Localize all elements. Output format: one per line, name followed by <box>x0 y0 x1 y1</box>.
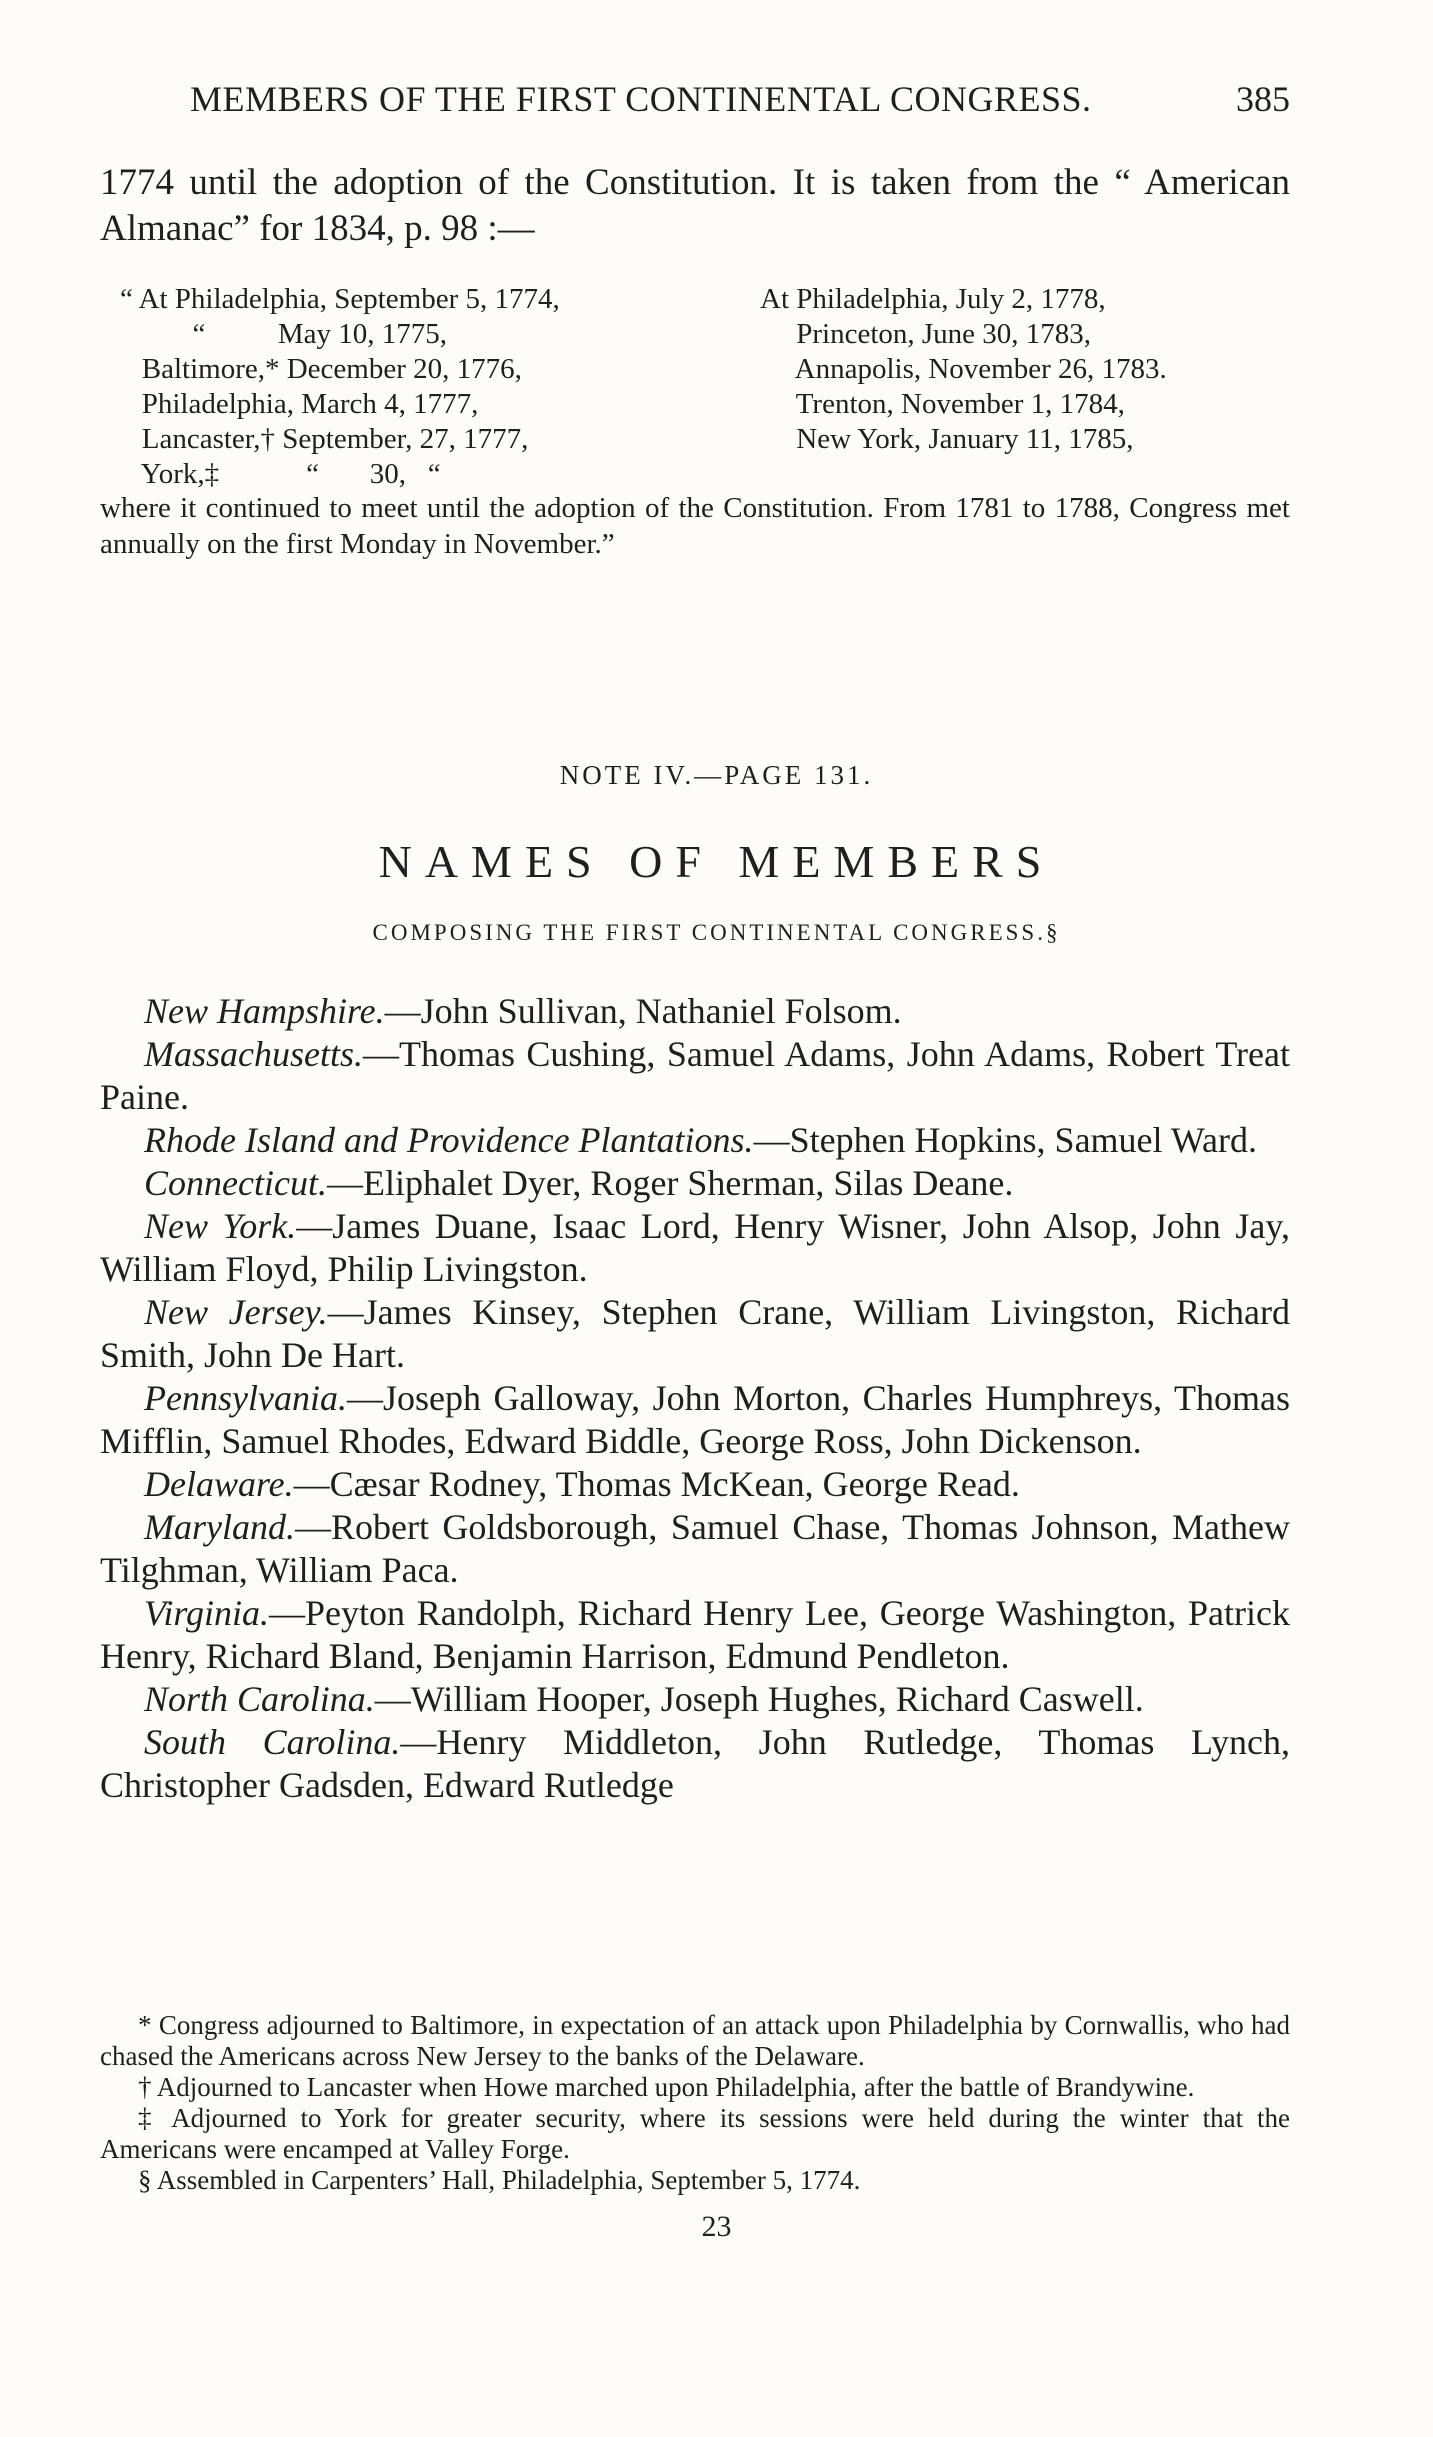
state-name: New Jersey. <box>144 1292 328 1332</box>
meeting-place-line: Princeton, June 30, 1783, <box>760 318 1092 350</box>
footnote: ‡ Adjourned to York for greater security, where its sessions were held during the winter that the Americans were encamped at Valley Forge. <box>100 2103 1290 2164</box>
delegate-names: —Stephen Hopkins, Samuel Ward. <box>753 1120 1257 1160</box>
state-name: Rhode Island and Providence Plantations. <box>144 1120 754 1160</box>
state-name: North Carolina. <box>144 1679 375 1719</box>
delegation-entry <box>100 1205 1290 1291</box>
delegation-entry <box>100 1506 1290 1592</box>
state-name: Massachusetts. <box>144 1034 363 1074</box>
delegation-list <box>100 990 1290 1807</box>
delegation-entry <box>100 1592 1290 1678</box>
footnote: † Adjourned to Lancaster when Howe marched upon Philadelphia, after the battle of Brandywine. <box>138 2072 1195 2102</box>
delegate-names: —John Sullivan, Nathaniel Folsom. <box>384 991 902 1031</box>
delegate-names: —James Duane, Isaac Lord, Henry Wisner, John Alsop, John Jay, William Floyd, Philip Livingston. <box>100 1206 1290 1289</box>
meeting-place-line: New York, January 11, 1785, <box>760 423 1134 455</box>
footnotes <box>100 2010 1290 2196</box>
running-head <box>190 78 1290 124</box>
page-number: 385 <box>1236 79 1290 119</box>
delegate-names: —Robert Goldsborough, Samuel Chase, Thomas Johnson, Mathew Tilghman, William Paca. <box>100 1507 1290 1590</box>
intro-paragraph: 1774 until the adoption of the Constitution. It is taken from the “ American Almanac” for 1834, p. 98 :— <box>100 162 1290 249</box>
state-name: Pennsylvania. <box>144 1378 347 1418</box>
meeting-place-line: “ At Philadelphia, September 5, 1774, <box>120 283 560 315</box>
meeting-place-line: Philadelphia, March 4, 1777, <box>120 388 479 420</box>
footnote: § Assembled in Carpenters’ Hall, Philadelphia, September 5, 1774. <box>138 2165 861 2195</box>
meeting-place-line: Trenton, November 1, 1784, <box>760 388 1125 420</box>
delegate-names: —James Kinsey, Stephen Crane, William Livingston, Richard Smith, John De Hart. <box>100 1292 1291 1375</box>
delegate-names: —Eliphalet Dyer, Roger Sherman, Silas Deane. <box>326 1163 1014 1203</box>
running-title: MEMBERS OF THE FIRST CONTINENTAL CONGRESS. <box>190 79 1092 119</box>
delegate-names: —William Hooper, Joseph Hughes, Richard Caswell. <box>374 1679 1144 1719</box>
meeting-place-line: “ May 10, 1775, <box>120 318 448 350</box>
meeting-place-line: At Philadelphia, July 2, 1778, <box>760 283 1106 315</box>
state-name: New York. <box>144 1206 297 1246</box>
meeting-places-right-column <box>760 282 1300 457</box>
footnote: * Congress adjourned to Baltimore, in expectation of an attack upon Philadelphia by Cornwallis, who had chased the Americans across New Jersey to the banks of the Delaware. <box>100 2010 1290 2071</box>
delegation-entry <box>100 1721 1290 1807</box>
note-heading: NOTE IV.—PAGE 131. <box>559 760 874 790</box>
delegate-names: —Henry Middleton, John Rutledge, Thomas Lynch, Christopher Gadsden, Edward Rutledge <box>100 1722 1290 1805</box>
meeting-places-conclusion: where it continued to meet until the adoption of the Constitution. From 1781 to 1788, Congress met annually on the first Monday in November.” <box>100 492 1290 560</box>
meeting-place-line: Annapolis, November 26, 1783. <box>760 353 1167 385</box>
delegation-entry <box>100 1119 1290 1162</box>
delegation-entry <box>100 1033 1290 1119</box>
delegate-names: —Peyton Randolph, Richard Henry Lee, George Washington, Patrick Henry, Richard Bland, Benjamin Harrison, Edmund Pendleton. <box>100 1593 1290 1676</box>
meeting-place-line: Baltimore,* December 20, 1776, <box>120 353 522 385</box>
delegation-entry <box>100 1678 1290 1721</box>
delegate-names: —Joseph Galloway, John Morton, Charles Humphreys, Thomas Mifflin, Samuel Rhodes, Edward Biddle, George Ross, John Dickenson. <box>100 1378 1290 1461</box>
state-name: Virginia. <box>144 1593 269 1633</box>
signature-mark: 23 <box>701 2210 732 2243</box>
delegation-entry <box>100 1463 1290 1506</box>
state-name: Delaware. <box>144 1464 294 1504</box>
delegate-names: —Cæsar Rodney, Thomas McKean, George Read. <box>293 1464 1020 1504</box>
state-name: South Carolina. <box>144 1722 401 1762</box>
state-name: New Hampshire. <box>144 991 385 1031</box>
state-name: Maryland. <box>144 1507 295 1547</box>
meeting-places-left-column <box>120 282 750 492</box>
delegation-entry <box>100 1377 1290 1463</box>
state-name: Connecticut. <box>144 1163 327 1203</box>
delegate-names: —Thomas Cushing, Samuel Adams, John Adams, Robert Treat Paine. <box>100 1034 1290 1117</box>
delegation-entry <box>100 1291 1290 1377</box>
meeting-place-line: York,‡ “ 30, “ <box>120 458 441 490</box>
section-subtitle: COMPOSING THE FIRST CONTINENTAL CONGRESS.§ <box>372 920 1061 945</box>
section-title: NAMES OF MEMBERS <box>378 836 1055 887</box>
delegation-entry <box>100 990 1290 1033</box>
delegation-entry <box>100 1162 1290 1205</box>
meeting-place-line: Lancaster,† September, 27, 1777, <box>120 423 529 455</box>
